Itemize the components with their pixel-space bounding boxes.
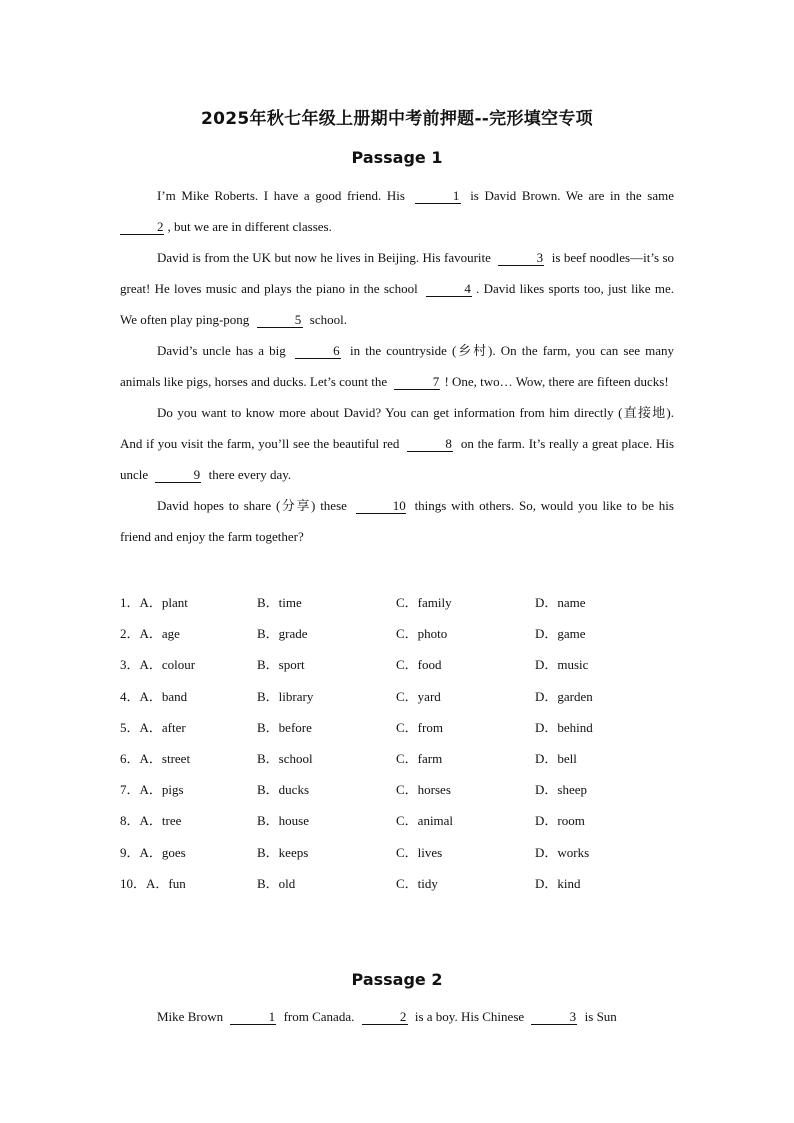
option-text: B．library [257, 688, 314, 704]
paragraph-text: David’s uncle has a big [157, 343, 291, 358]
option-text: B．sport [257, 657, 305, 673]
option-text: A．band [139, 688, 188, 704]
option-text: C．photo [396, 626, 448, 642]
answer-option[interactable] [535, 654, 588, 673]
question-number: 1． [120, 595, 140, 610]
option-text: A．pigs [139, 782, 184, 798]
answer-option[interactable] [257, 686, 313, 705]
paragraph-text: is a boy. His Chinese [411, 1009, 528, 1024]
answer-option[interactable] [535, 592, 586, 611]
paragraph-text: from Canada. [280, 1009, 358, 1024]
option-text: D．sheep [535, 782, 587, 798]
option-text: B．keeps [257, 844, 309, 860]
passage-2-title: Passage 2 [351, 970, 443, 989]
paragraph-text: is David Brown. We are in the same [464, 188, 675, 203]
answer-blank[interactable]: 7 [394, 375, 440, 390]
option-text: A．fun [146, 875, 186, 891]
answer-option[interactable] [535, 842, 589, 861]
answer-option[interactable] [535, 810, 585, 829]
option-text: D．behind [535, 719, 593, 735]
option-text: C．lives [396, 844, 443, 860]
answer-option[interactable] [257, 842, 308, 861]
answer-blank[interactable]: 8 [407, 437, 453, 452]
option-text: C．family [396, 595, 452, 610]
answer-option[interactable] [120, 842, 186, 861]
question-row [120, 772, 680, 803]
paragraph-text: , but we are in different classes. [167, 219, 332, 234]
answer-blank[interactable]: 1 [415, 189, 461, 204]
answer-option[interactable] [257, 748, 313, 767]
option-text: A．street [139, 750, 191, 766]
paragraph-text: David is from the UK but now he lives in Beijing. His favourite [157, 250, 495, 265]
document-title: 2025年秋七年级上册期中考前押题--完形填空专项 [201, 109, 593, 129]
answer-blank[interactable]: 6 [295, 344, 341, 359]
answer-option[interactable] [120, 686, 187, 705]
option-text: A．after [139, 719, 186, 735]
answer-option[interactable] [396, 592, 452, 611]
option-text: B．school [257, 750, 313, 766]
question-row [120, 585, 680, 616]
answer-option[interactable] [396, 717, 443, 736]
option-text: C．food [396, 657, 442, 673]
answer-option[interactable] [535, 623, 586, 642]
answer-option[interactable] [257, 717, 312, 736]
option-text: D．music [535, 657, 589, 673]
answer-blank[interactable]: 3 [498, 251, 544, 266]
option-text: D．bell [535, 750, 577, 766]
answer-option[interactable] [120, 779, 184, 798]
answer-option[interactable] [396, 686, 441, 705]
question-row [120, 835, 680, 866]
paragraph [120, 490, 674, 552]
option-text: D．name [535, 595, 586, 610]
question-number: 3． [120, 657, 140, 673]
answer-option[interactable] [535, 686, 593, 705]
answer-option[interactable] [396, 779, 451, 798]
answer-option[interactable] [120, 592, 188, 611]
answer-option[interactable] [396, 810, 453, 829]
paragraph-text: ! One, two… Wow, there are fifteen ducks! [444, 374, 669, 389]
option-text: D．kind [535, 875, 581, 891]
answer-blank[interactable]: 2 [362, 1010, 408, 1025]
paragraph-text: there every day. [205, 467, 292, 482]
option-text: A．age [139, 626, 180, 642]
option-text: B．time [257, 595, 302, 610]
question-row [120, 679, 680, 710]
answer-blank[interactable]: 3 [531, 1010, 577, 1025]
paragraph-text: on the farm. It’s really a great place. His uncle [120, 436, 675, 482]
answer-option[interactable] [257, 810, 309, 829]
answer-option[interactable] [120, 873, 186, 892]
option-text: C．tidy [396, 875, 438, 891]
paragraph [120, 180, 674, 242]
answer-blank[interactable]: 4 [426, 282, 472, 297]
paragraph [120, 335, 674, 397]
answer-option[interactable] [535, 779, 587, 798]
answer-option[interactable] [396, 842, 442, 861]
paragraph [120, 1001, 674, 1032]
answer-blank[interactable]: 1 [230, 1010, 276, 1025]
answer-blank[interactable]: 5 [257, 313, 303, 328]
option-text: D．room [535, 813, 585, 829]
question-number: 8． [120, 813, 140, 829]
paragraph-text: Do you want to know more about David? You can get information from him directly (直接地). And if you visit the farm, you’ll see the beautiful red [120, 405, 674, 451]
paragraph-text: David hopes to share (分享) these [157, 498, 352, 513]
question-number: 2． [120, 626, 140, 642]
answer-option[interactable] [257, 654, 305, 673]
paragraph [120, 242, 674, 335]
question-number: 7． [120, 782, 140, 798]
option-text: B．house [257, 813, 310, 829]
option-text: D．game [535, 626, 586, 642]
answer-blank[interactable]: 10 [356, 499, 406, 514]
paragraph [120, 397, 674, 490]
answer-option[interactable] [396, 873, 438, 892]
option-text: A．tree [139, 813, 182, 829]
question-row [120, 710, 680, 741]
answer-blank[interactable]: 9 [155, 468, 201, 483]
passage-2-text [120, 1001, 674, 1032]
answer-option[interactable] [257, 623, 308, 642]
option-text: C．from [396, 719, 443, 735]
answer-option[interactable] [120, 623, 180, 642]
question-row [120, 866, 680, 897]
question-number: 4． [120, 688, 140, 704]
answer-option[interactable] [535, 748, 577, 767]
answer-option[interactable] [396, 654, 442, 673]
option-text: A．plant [139, 595, 188, 610]
question-number: 10． [120, 875, 147, 891]
answer-option[interactable] [396, 623, 447, 642]
option-text: C．horses [396, 782, 451, 798]
answer-option[interactable] [120, 748, 190, 767]
question-row [120, 647, 680, 678]
answer-option[interactable] [257, 779, 309, 798]
answer-option[interactable] [535, 873, 581, 892]
question-row [120, 803, 680, 834]
question-number: 5． [120, 719, 140, 735]
answer-option[interactable] [257, 873, 295, 892]
answer-blank[interactable]: 2 [120, 220, 164, 235]
answer-option[interactable] [396, 748, 442, 767]
passage-1-title: Passage 1 [351, 148, 443, 167]
paragraph-text: school. [306, 312, 347, 327]
option-text: C．animal [396, 813, 454, 829]
passage-1-text [120, 180, 674, 552]
option-text: C．farm [396, 750, 443, 766]
question-number: 6． [120, 750, 140, 766]
answer-option[interactable] [257, 592, 302, 611]
answer-option[interactable] [120, 654, 195, 673]
paragraph-text: in the countryside (乡村). On the farm, you can see many animals like pigs, horses and ducks. Let’s count the [120, 343, 674, 389]
option-text: B．before [257, 719, 312, 735]
answer-option[interactable] [120, 717, 186, 736]
option-text: B．old [257, 875, 296, 891]
option-text: A．goes [139, 844, 186, 860]
option-text: B．ducks [257, 782, 310, 798]
question-number: 9． [120, 844, 140, 860]
option-text: B．grade [257, 626, 308, 642]
paragraph-text: is beef noodles—it’s so great! He loves music and plays the piano in the school [120, 250, 674, 296]
paragraph-text: I’m Mike Roberts. I have a good friend. His [157, 188, 411, 203]
option-text: A．colour [139, 657, 196, 673]
question-row [120, 741, 680, 772]
option-text: C．yard [396, 688, 441, 704]
answer-option[interactable] [535, 717, 593, 736]
option-text: D．works [535, 844, 590, 860]
passage-1-options [120, 585, 680, 897]
paragraph-text: things with others. So, would you like to be his friend and enjoy the farm together? [120, 498, 674, 544]
paragraph-text: Mike Brown [157, 1009, 227, 1024]
answer-option[interactable] [120, 810, 181, 829]
question-row [120, 616, 680, 647]
paragraph-text: . David likes sports too, just like me. We often play ping-pong [120, 281, 674, 327]
paragraph-text: is Sun [581, 1009, 617, 1024]
option-text: D．garden [535, 688, 593, 704]
